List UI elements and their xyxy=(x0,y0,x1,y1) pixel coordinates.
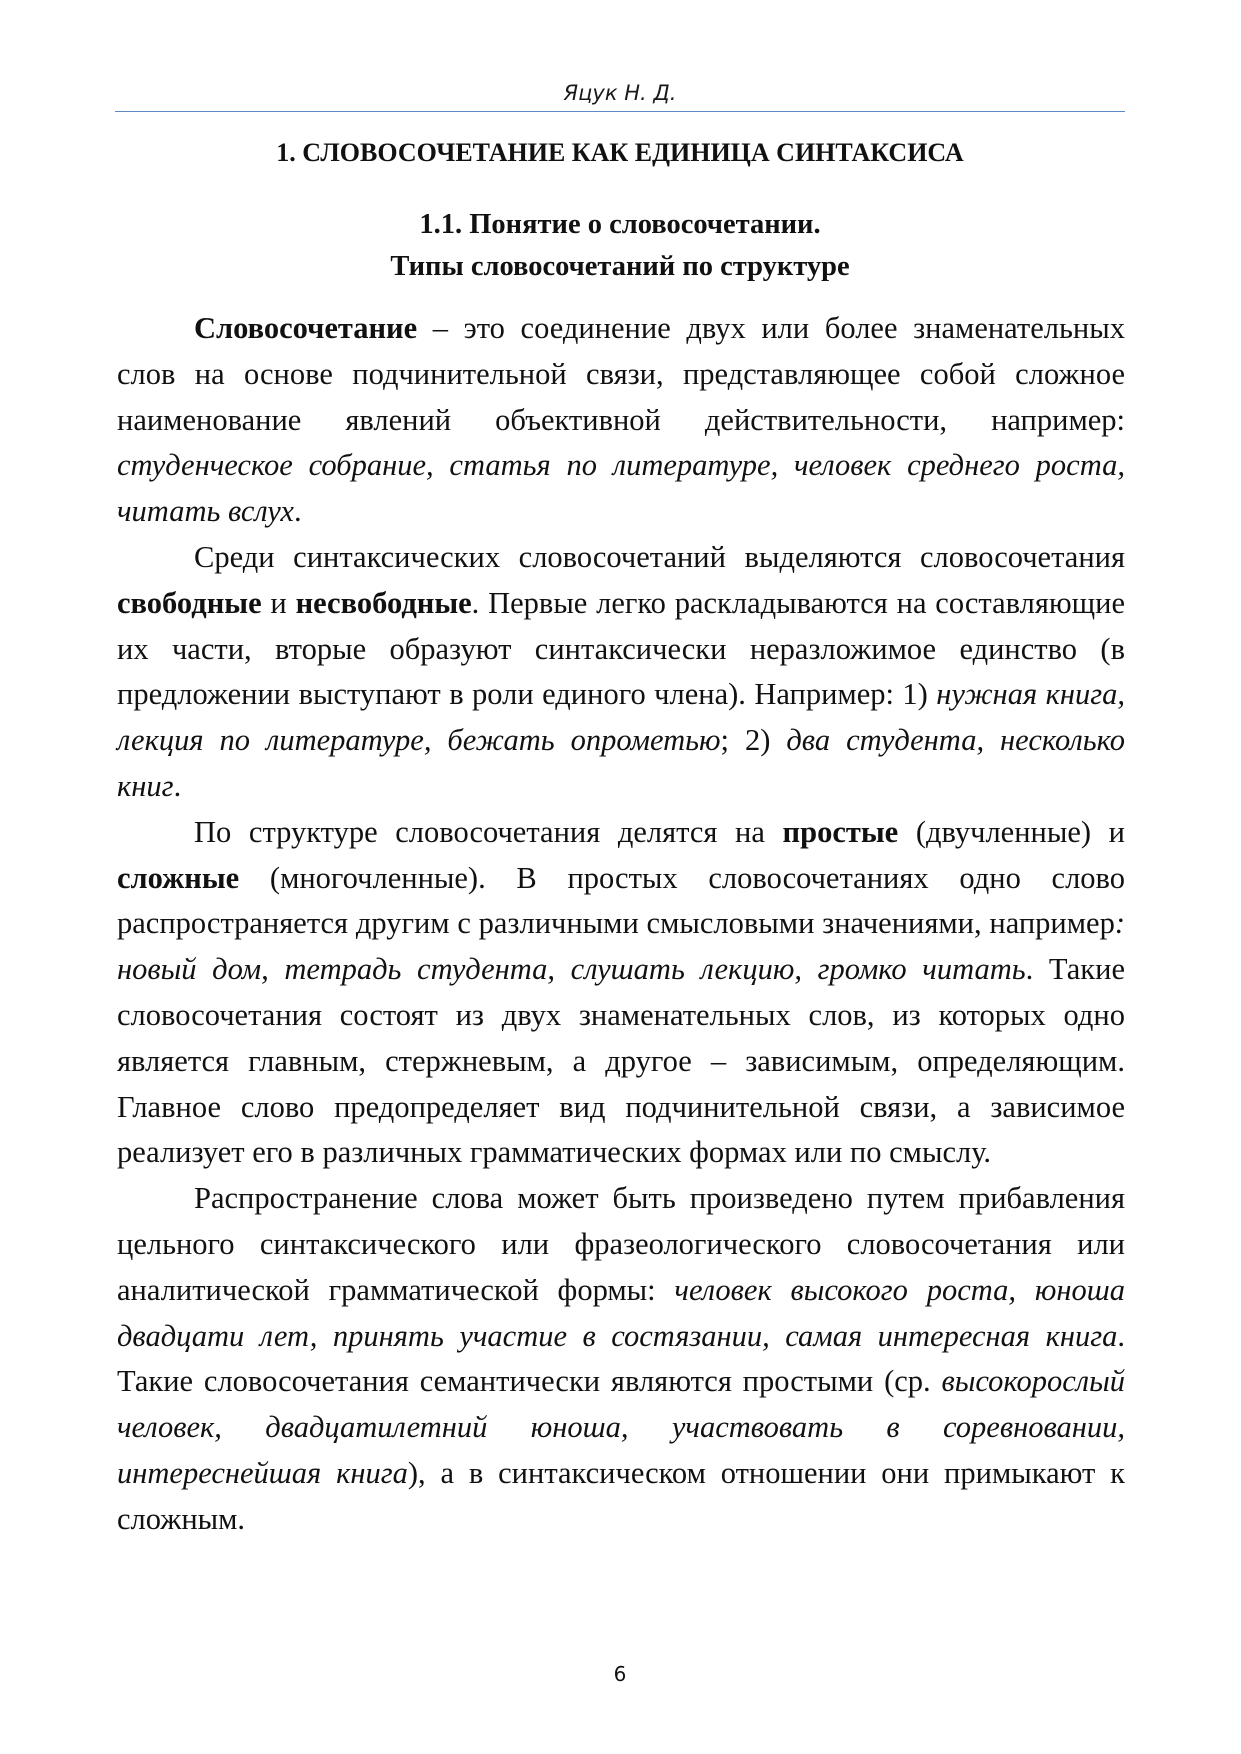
section-title-line-2: Типы словосочетаний по структуре xyxy=(390,251,850,282)
page-number: 6 xyxy=(613,1662,627,1686)
p4-text-2: . Такие словосочетания семантически являются простыми (ср. xyxy=(117,1318,1125,1399)
term-slozhnye: сложные xyxy=(117,860,240,895)
p1-end: . xyxy=(293,494,302,529)
p1-text-1: – это соединение двух или более знаменательных слов на основе подчинительной связи, представляющее собой сложное наименование явлений объективной действительности, например: xyxy=(117,311,1125,437)
body-text xyxy=(117,306,1125,1543)
paragraph-2 xyxy=(117,535,1125,810)
p3-text-1: По структуре словосочетания делятся на xyxy=(194,814,783,849)
section-title xyxy=(115,204,1125,288)
p3-examples: : новый дом, тетрадь студента, слушать лекцию, громко читать xyxy=(117,906,1125,987)
p4-examples-1: человек высокого роста, юноша двадцати лет, принять участие в состязании, самая интересная книга xyxy=(117,1272,1125,1353)
term-nesvobodnye: несвободные xyxy=(295,585,472,620)
term-prostye: простые xyxy=(782,814,899,849)
p4-examples-2: высокорослый человек, двадцатилетний юноша, участвовать в соревновании, интереснейшая книга xyxy=(117,1364,1125,1490)
p1-examples: студенческое собрание, статья по литературе, человек среднего роста, читать вслух xyxy=(117,448,1125,529)
paragraph-1 xyxy=(117,306,1125,535)
running-head: Яцук Н. Д. xyxy=(563,81,677,105)
paragraph-3 xyxy=(117,810,1125,1176)
p3-text-3: (многочленные). В простых словосочетаниях одно слово распространяется другим с различными смысловыми значениями, например xyxy=(117,860,1125,941)
p4-text-1: Распространение слова может быть произведено путем прибавления цельного синтаксического или фразеологического словосочетания или аналитической грамматической формы: xyxy=(117,1181,1125,1307)
term-svobodnye: свободные xyxy=(117,585,262,620)
term-slovosochetanie: Словосочетание xyxy=(194,311,418,345)
section-title-line-1: 1.1. Понятие о словосочетании. xyxy=(419,209,821,240)
paragraph-4 xyxy=(117,1176,1125,1542)
p4-text-3: ), а в синтаксическом отношении они примыкают к сложным. xyxy=(117,1455,1125,1536)
chapter-title: 1. СЛОВОСОЧЕТАНИЕ КАК ЕДИНИЦА СИНТАКСИСА xyxy=(276,138,964,167)
header-divider xyxy=(115,111,1125,112)
p2-text-2: и xyxy=(261,585,296,620)
p3-text-2: (двучленные) и xyxy=(898,814,1125,849)
p3-text-4: . Такие словосочетания состоят из двух знаменательных слов, из которых одно является главным, стержневым, а другое – зависимым, определяющим. Главное слово предопределяет вид подчинительной связи, а зависимое реализует его в различных грамматических формах или по смыслу. xyxy=(117,952,1125,1170)
p2-text-3: . Первые легко раскладываются на составляющие их части, вторые образуют синтаксически неразложимое единство (в предложении выступают в роли единого члена). Например: 1) xyxy=(117,585,1125,712)
p2-examples-1: нужная книга, лекция по литературе, бежать опрометью xyxy=(117,677,1125,758)
p2-text-1: Среди синтаксических словосочетаний выделяются словосочетания xyxy=(194,539,1125,574)
p2-end: . xyxy=(173,768,182,803)
p2-examples-2: два студента, несколько книг xyxy=(117,723,1125,803)
p2-text-4: ; 2) xyxy=(720,723,787,758)
